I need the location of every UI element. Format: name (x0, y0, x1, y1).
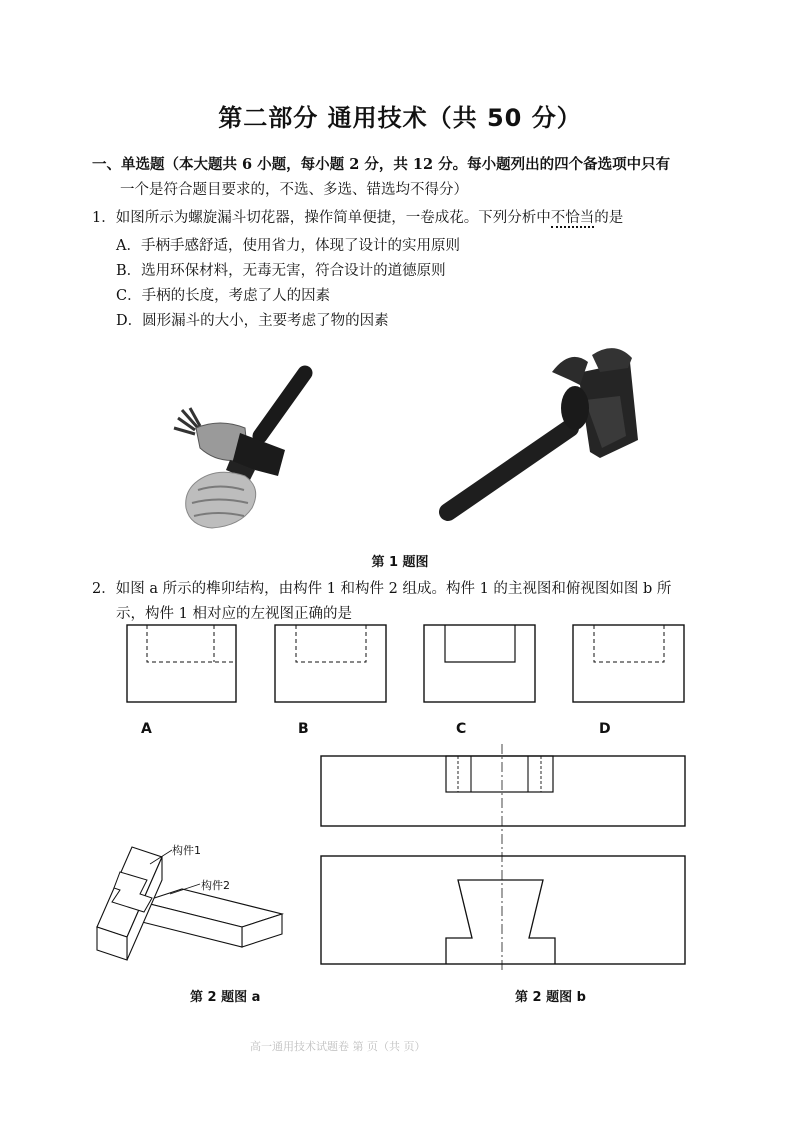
q2-option-a-label: A (141, 721, 152, 737)
q2-option-b-label: B (298, 721, 309, 737)
q1-option-d: D．圆形漏斗的大小，主要考虑了物的因素 (116, 313, 389, 329)
q2-option-b-view (274, 624, 388, 704)
q1-caption: 第 1 题图 (371, 555, 429, 570)
section-heading-line1: 一、单选题（本大题共 6 小题，每小题 2 分，共 12 分。每小题列出的四个备选项中只有 (92, 156, 671, 173)
page-footer: 高一通用技术试题卷 第 页（共 页） (250, 1040, 426, 1053)
q1-stem: 1．如图所示为螺旋漏斗切花器，操作简单便捷，一卷成花。下列分析中不恰当的是 (92, 210, 624, 226)
q1-photo-funnel-cutter (420, 340, 650, 540)
q2-option-d-label: D (599, 721, 611, 737)
q1-option-b: B．选用环保材料，无毒无害，符合设计的道德原则 (116, 263, 446, 279)
q2-option-d-view (572, 624, 686, 704)
q2-option-a-view (126, 624, 238, 704)
q2-stem-line1: 2．如图 a 所示的榫卯结构，由构件 1 和构件 2 组成。构件 1 的主视图和俯视图如图 b 所 (92, 581, 672, 597)
q2-part2-label: 构件2 (201, 879, 230, 892)
q2-option-c-label: C (456, 721, 467, 737)
q2-figure-b-views (318, 742, 690, 974)
q1-option-c: C．手柄的长度，考虑了人的因素 (116, 288, 331, 304)
q2-stem-line2: 示，构件 1 相对应的左视图正确的是 (116, 606, 352, 622)
q2-caption-a: 第 2 题图 a (190, 990, 261, 1005)
q1-emphasis: 不恰当 (550, 210, 595, 226)
page-title: 第二部分 通用技术（共 50 分） (218, 104, 582, 132)
section-heading-line2: 一个是符合题目要求的，不选、多选、错选均不得分） (120, 182, 468, 198)
q2-caption-b: 第 2 题图 b (515, 990, 586, 1005)
q1-photo-cutter-with-carrot (160, 358, 340, 548)
q2-option-c-view (423, 624, 537, 704)
q2-part1-label: 构件1 (172, 844, 201, 857)
q1-option-a: A．手柄手感舒适，使用省力，体现了设计的实用原则 (116, 238, 460, 254)
